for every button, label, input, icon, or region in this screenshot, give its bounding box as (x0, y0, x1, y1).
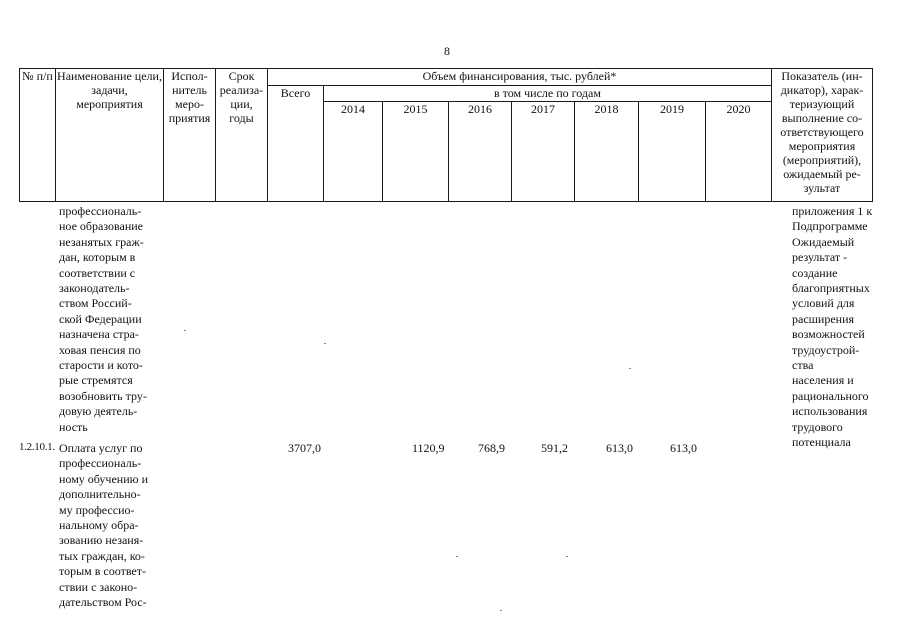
header-num: № п/п (20, 69, 56, 202)
page-number: 8 (444, 44, 450, 58)
row-description: Оплата услуг по профессиональ- ному обучению и дополнительно- му профессио- нальному обра- зованию незаня- тых граждан, ко- торым в соответ- ствии с законо- дательством Рос- (59, 441, 149, 610)
header-year-2014: 2014 (324, 102, 383, 202)
header-financing: Объем финансирования, тыс. рублей* (268, 69, 772, 86)
header-name: Наименование цели, задачи, мероприятия (56, 69, 164, 202)
header-term: Срок реализа-ции, годы (216, 69, 268, 202)
scan-speck (184, 330, 186, 331)
header-year-2017: 2017 (512, 102, 575, 202)
row-description-continued: профессиональ- ное образование незанятых граж- дан, которым в соответствии с законодатель- ством Россий- ской Федерации назначена стра- ховая пенсия по старости и кото- рые стремятся возобновить тру- довую деятель- ность (59, 204, 147, 434)
row-value-2017: 591,2 (541, 441, 568, 455)
scan-speck (566, 556, 568, 557)
scan-speck (500, 610, 502, 611)
row-value-2018: 613,0 (606, 441, 633, 455)
financing-table-header (19, 68, 873, 202)
header-year-2015: 2015 (383, 102, 449, 202)
header-indicator: Показатель (ин-дикатор), харак-теризующий выполнение со-ответствующего мероприятия (мероприятий), ожидаемый ре-зультат (772, 69, 873, 202)
header-year-2019: 2019 (639, 102, 706, 202)
scan-speck (456, 556, 458, 557)
row-value-2015: 1120,9 (412, 441, 445, 455)
header-executor: Испол-нитель меро-приятия (164, 69, 216, 202)
row-expected-result: приложения 1 к Подпрограмме Ожидаемый результат - создание благоприятных условий для расширения возможностей трудоустрой- ства населения и рационального использования трудового потенциала (792, 204, 873, 450)
scan-speck (324, 343, 326, 344)
row-value-2019: 613,0 (670, 441, 697, 455)
header-year-2020: 2020 (706, 102, 772, 202)
row-value-2016: 768,9 (478, 441, 505, 455)
header-year-2016: 2016 (449, 102, 512, 202)
header-total: Всего (268, 86, 324, 202)
row-number: 1.2.10.1. (19, 441, 55, 453)
header-year-2018: 2018 (575, 102, 639, 202)
row-total: 3707,0 (288, 441, 321, 455)
header-by-years: в том числе по годам (324, 86, 772, 102)
scan-speck (629, 368, 631, 369)
